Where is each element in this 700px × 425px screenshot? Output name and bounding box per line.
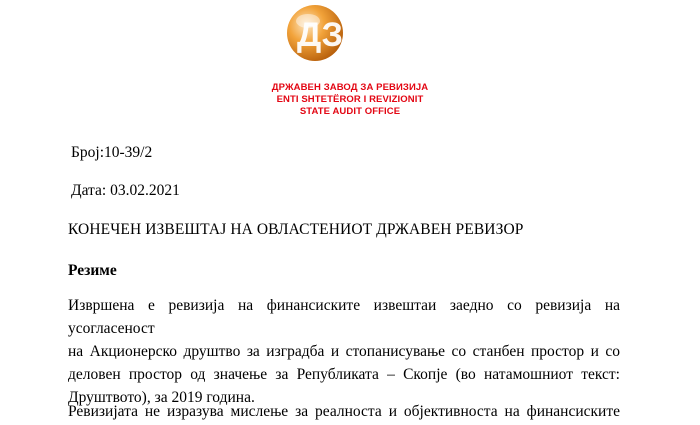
- paragraph-line: деловен простор од значење за Републиката – Скопје (во натамошниот текст:: [68, 366, 620, 383]
- section-heading-resume: Резиме: [68, 262, 117, 279]
- org-name-macedonian: ДРЖАВЕН ЗАВОД ЗА РЕВИЗИЈА: [271, 82, 429, 93]
- paragraph-line: Ревизијата не изразува мислење за реалноста и објективноста на финансиските: [68, 403, 620, 420]
- document-date: Дата: 03.02.2021: [71, 182, 180, 199]
- paragraph-line: на Акционерско друштво за изградба и стопанисување со станбен простор и со: [68, 343, 620, 360]
- summary-paragraph-2: [68, 400, 620, 423]
- logo-emblem: [284, 2, 384, 64]
- reference-number: Број:10-39/2: [71, 144, 153, 161]
- document-title: КОНЕЧЕН ИЗВЕШТАЈ НА ОВЛАСТЕНИОТ ДРЖАВЕН РЕВИЗОР: [68, 221, 524, 238]
- state-audit-office-logo: [284, 2, 384, 64]
- paragraph-line: Друштвото), за 2019 година.: [68, 389, 255, 406]
- org-name-english: STATE AUDIT OFFICE: [299, 106, 401, 117]
- summary-paragraph-1: [68, 294, 620, 409]
- logo-letter-1: ДЗР: [297, 16, 366, 54]
- paragraph-line: Извршена е ревизија на финансиските извештаи заедно со ревизија на усогласеност: [68, 297, 620, 337]
- org-name-albanian: ENTI SHTETËROR I REVIZIONIT: [276, 94, 424, 105]
